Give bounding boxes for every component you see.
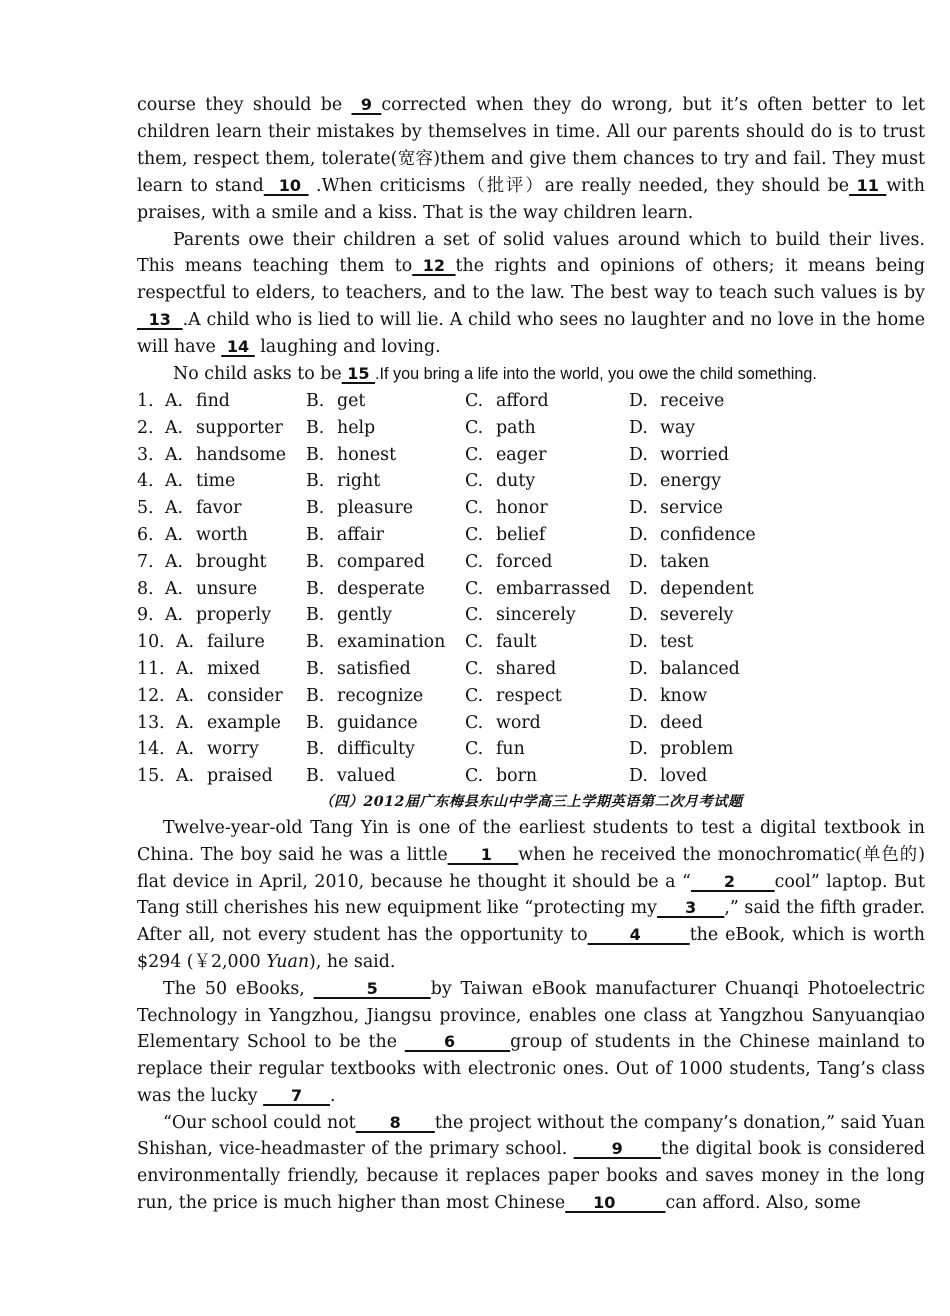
option-c-text: belief — [496, 524, 546, 545]
question-number: 7． — [137, 551, 166, 572]
option-b-text: difficulty — [337, 739, 415, 760]
option-letter: C. — [465, 498, 484, 519]
passage-text: by Taiwan eBook manufacturer Chuanqi Photoelectric Technology in Yangzhou, Jiangsu province, enables one class at Yangzhou Sanyuanqiao Elementary School to be the — [137, 978, 925, 1053]
passage-text: Twelve-year-old Tang Yin is one of the earliest students to test a digital textbook in China. The boy said he was a little — [137, 817, 925, 865]
passage-text: .When criticisms（批评）are really needed, they should be — [308, 175, 850, 196]
option-cell — [306, 683, 465, 710]
option-cell — [465, 602, 629, 629]
option-cell — [176, 736, 306, 763]
option-cell — [306, 415, 465, 442]
option-row — [137, 576, 925, 603]
option-cell — [165, 468, 306, 495]
option-letter: D. — [629, 658, 648, 679]
blank-3: 3 — [657, 898, 725, 918]
option-letter: A. — [165, 417, 184, 438]
option-cell — [137, 522, 165, 549]
option-a-text: find — [196, 390, 230, 411]
option-letter: A. — [165, 605, 184, 626]
option-cell — [137, 388, 165, 415]
option-cell — [465, 629, 629, 656]
option-cell — [176, 683, 306, 710]
option-d-text: confidence — [660, 524, 756, 545]
option-cell — [629, 602, 779, 629]
option-row — [137, 495, 925, 522]
option-cell — [165, 522, 306, 549]
option-b-text: right — [337, 471, 381, 492]
option-cell — [306, 549, 465, 576]
option-cell — [629, 522, 779, 549]
option-cell — [629, 468, 779, 495]
passage-text: .If you bring a life into the world, you owe the child something. — [375, 365, 817, 384]
option-letter: A. — [165, 390, 184, 411]
option-cell — [306, 602, 465, 629]
option-cell — [306, 736, 465, 763]
option-letter: A. — [165, 524, 184, 545]
option-cell — [629, 736, 779, 763]
option-row — [137, 442, 925, 469]
option-cell — [465, 388, 629, 415]
question-number: 9． — [137, 605, 166, 626]
question-number: 5． — [137, 498, 166, 519]
option-d-text: receive — [660, 390, 725, 411]
option-letter: B. — [306, 685, 325, 706]
option-letter: C. — [465, 712, 484, 733]
option-row — [137, 415, 925, 442]
passage-text-italic: Yuan — [266, 951, 310, 972]
blank-8: 8 — [355, 1112, 435, 1132]
option-a-text: brought — [196, 551, 267, 572]
option-letter: C. — [465, 417, 484, 438]
option-letter: D. — [629, 766, 648, 787]
passage-text: ), he said. — [309, 951, 396, 972]
option-a-text: time — [196, 471, 236, 492]
option-letter: B. — [306, 444, 325, 465]
option-letter: B. — [306, 390, 325, 411]
option-c-text: fault — [496, 632, 537, 653]
blank-4: 4 — [587, 925, 690, 945]
option-d-text: know — [660, 685, 708, 706]
option-d-text: taken — [660, 551, 710, 572]
option-letter: B. — [306, 766, 325, 787]
option-c-text: honor — [496, 498, 548, 519]
option-cell — [465, 576, 629, 603]
option-row — [137, 629, 925, 656]
passage-paragraph — [137, 976, 925, 1110]
option-cell — [465, 442, 629, 469]
option-b-text: desperate — [337, 578, 425, 599]
option-b-text: help — [337, 417, 376, 438]
passage-text: .A child who is lied to will lie. A child who sees no laughter and no love in the home will have — [137, 310, 925, 358]
passage-text: the rights and opinions of others; it means being respectful to elders, to teachers, and to the law. The best way to teach such values is by — [137, 256, 926, 304]
option-cell — [629, 495, 779, 522]
option-letter: D. — [629, 578, 648, 599]
option-c-text: embarrassed — [496, 578, 611, 599]
option-letter: C. — [465, 551, 484, 572]
option-letter: A. — [176, 685, 195, 706]
option-cell — [165, 549, 306, 576]
option-cell — [165, 495, 306, 522]
option-b-text: compared — [337, 551, 425, 572]
option-d-text: dependent — [660, 578, 754, 599]
option-letter: A. — [165, 498, 184, 519]
option-cell — [306, 656, 465, 683]
question-number: 6． — [137, 524, 166, 545]
option-cell — [306, 522, 465, 549]
option-letter: D. — [629, 471, 648, 492]
option-cell — [306, 576, 465, 603]
question-number: 15． — [137, 766, 177, 787]
option-row — [137, 763, 925, 790]
option-letter: B. — [306, 498, 325, 519]
option-cell — [137, 602, 165, 629]
blank-10: 10 — [565, 1193, 666, 1213]
question-number: 1． — [137, 390, 166, 411]
option-cell — [465, 495, 629, 522]
option-cell — [176, 629, 306, 656]
option-letter: D. — [629, 444, 648, 465]
option-letter: D. — [629, 551, 648, 572]
option-cell — [165, 576, 306, 603]
option-cell — [306, 710, 465, 737]
option-letter: C. — [465, 658, 484, 679]
option-cell — [629, 415, 779, 442]
option-cell — [137, 763, 176, 790]
option-d-text: way — [660, 417, 696, 438]
option-d-text: severely — [660, 605, 734, 626]
option-row — [137, 710, 925, 737]
passage-text: when he received the monochromatic(单色的) flat device in April, 2010, because he thought it should be a “ — [137, 844, 925, 892]
option-letter: C. — [465, 578, 484, 599]
option-cell — [137, 576, 165, 603]
option-cell — [165, 415, 306, 442]
option-letter: B. — [306, 632, 325, 653]
exam-page — [137, 92, 925, 1217]
option-letter: B. — [306, 524, 325, 545]
passage-text: the digital book is considered environmentally friendly, because it replaces paper books and saves money in the long run, the price is much higher than most Chinese — [137, 1139, 925, 1214]
option-a-text: example — [207, 712, 281, 733]
option-cell — [306, 442, 465, 469]
option-letter: A. — [176, 658, 195, 679]
option-row — [137, 522, 925, 549]
option-letter: A. — [176, 739, 195, 760]
passage-text: course they should be — [137, 95, 352, 115]
option-letter: C. — [465, 390, 484, 411]
option-cell — [629, 442, 779, 469]
option-cell — [629, 549, 779, 576]
option-letter: C. — [465, 524, 484, 545]
blank-13: 13 — [137, 310, 183, 330]
option-letter: B. — [306, 739, 325, 760]
option-b-text: affair — [337, 524, 384, 545]
passage-paragraph — [137, 227, 925, 362]
option-letter: D. — [629, 390, 648, 411]
option-row — [137, 388, 925, 415]
option-letter: B. — [306, 658, 325, 679]
option-row — [137, 468, 925, 495]
option-a-text: favor — [196, 498, 242, 519]
blank-9: 9 — [573, 1139, 661, 1159]
option-b-text: pleasure — [337, 498, 414, 519]
question-number: 14． — [137, 739, 177, 760]
option-cell — [465, 710, 629, 737]
option-letter: D. — [629, 739, 648, 760]
option-d-text: energy — [660, 471, 722, 492]
option-letter: C. — [465, 766, 484, 787]
option-cell — [465, 683, 629, 710]
passage-text: Parents owe their children a set of solid values around which to build their lives. This means teaching them to — [137, 229, 925, 277]
option-a-text: properly — [196, 605, 272, 626]
option-letter: A. — [176, 632, 195, 653]
option-cell — [165, 442, 306, 469]
passage-paragraph — [137, 361, 925, 388]
passage-text: “Our school could not — [163, 1112, 356, 1133]
option-cell — [306, 629, 465, 656]
option-letter: A. — [165, 444, 184, 465]
passage-text: The 50 eBooks, — [163, 978, 314, 999]
option-letter: D. — [629, 712, 648, 733]
blank-14: 14 — [221, 337, 255, 357]
option-cell — [137, 415, 165, 442]
option-d-text: service — [660, 498, 723, 519]
option-letter: A. — [165, 578, 184, 599]
option-d-text: problem — [660, 739, 734, 760]
option-letter: A. — [165, 471, 184, 492]
option-cell — [306, 763, 465, 790]
option-d-text: loved — [660, 766, 708, 787]
blank-9: 9 — [351, 95, 382, 114]
option-b-text: honest — [337, 444, 397, 465]
option-c-text: path — [496, 417, 536, 438]
option-letter: A. — [176, 766, 195, 787]
option-cell — [176, 710, 306, 737]
option-a-text: handsome — [196, 444, 287, 465]
option-b-text: get — [337, 390, 366, 411]
option-a-text: failure — [207, 632, 265, 653]
option-letter: B. — [306, 417, 325, 438]
option-letter: B. — [306, 471, 325, 492]
option-cell — [137, 495, 165, 522]
option-cell — [306, 468, 465, 495]
option-a-text: unsure — [196, 578, 258, 599]
question-number: 8． — [137, 578, 166, 599]
option-letter: B. — [306, 551, 325, 572]
passage-text: can afford. Also, some — [665, 1193, 861, 1214]
option-cell — [629, 629, 779, 656]
section-title: （四）2012届广东梅县东山中学高三上学期英语第二次月考试题 — [319, 793, 743, 810]
passage-text: group of students in the Chinese mainland to replace their regular textbooks with electronic ones. Out of 1000 students, Tang’s class was the lucky — [137, 1032, 925, 1106]
question-number: 2． — [137, 417, 166, 438]
question-number: 4． — [137, 471, 166, 492]
option-a-text: worth — [196, 524, 248, 545]
option-cell — [629, 656, 779, 683]
option-c-text: word — [496, 712, 541, 733]
option-b-text: valued — [337, 766, 396, 787]
option-letter: B. — [306, 712, 325, 733]
option-row — [137, 549, 925, 576]
passage-text: cool” laptop. But Tang still cherishes his new equipment like “protecting my — [137, 871, 925, 919]
option-d-text: deed — [660, 712, 703, 733]
blank-7: 7 — [263, 1085, 330, 1105]
passage-text: . — [329, 1085, 336, 1106]
option-letter: D. — [629, 524, 648, 545]
question-number: 12． — [137, 685, 177, 706]
option-letter: C. — [465, 685, 484, 706]
option-a-text: supporter — [196, 417, 283, 438]
blank-12: 12 — [412, 256, 456, 276]
passage-paragraph — [137, 1110, 925, 1217]
option-cell — [629, 576, 779, 603]
option-d-text: test — [660, 632, 694, 653]
question-number: 11． — [137, 658, 177, 679]
option-letter: C. — [465, 739, 484, 760]
option-cell — [465, 468, 629, 495]
passage-text: the project without the company’s donation,” said Yuan Shishan, vice-headmaster of the primary school. — [137, 1112, 925, 1160]
option-cell — [137, 442, 165, 469]
option-c-text: respect — [496, 685, 562, 706]
option-a-text: mixed — [207, 658, 261, 679]
passage-paragraph — [137, 92, 925, 227]
blank-6: 6 — [404, 1032, 511, 1052]
question-number: 13． — [137, 712, 177, 733]
blank-10: 10 — [263, 175, 309, 195]
option-a-text: consider — [207, 685, 283, 706]
passage-text: laughing and loving. — [254, 337, 441, 358]
option-cell — [137, 736, 176, 763]
option-a-text: praised — [207, 766, 273, 787]
option-row — [137, 656, 925, 683]
option-cell — [176, 656, 306, 683]
option-cell — [137, 549, 165, 576]
option-cell — [465, 656, 629, 683]
question-number: 3． — [137, 444, 166, 465]
option-cell — [137, 656, 176, 683]
option-cell — [465, 549, 629, 576]
passage-paragraph — [137, 815, 925, 976]
option-b-text: gently — [337, 605, 392, 626]
option-cell — [629, 388, 779, 415]
option-cell — [306, 388, 465, 415]
option-letter: C. — [465, 605, 484, 626]
option-cell — [465, 415, 629, 442]
option-letter: A. — [176, 712, 195, 733]
passage-text: with praises, with a smile and a kiss. That is the way children learn. — [137, 175, 925, 223]
option-letter: D. — [629, 685, 648, 706]
option-c-text: fun — [496, 739, 525, 760]
option-c-text: afford — [496, 390, 549, 411]
option-cell — [176, 763, 306, 790]
option-letter: D. — [629, 605, 648, 626]
option-cell — [465, 522, 629, 549]
option-c-text: sincerely — [496, 605, 576, 626]
option-b-text: guidance — [337, 712, 418, 733]
option-letter: C. — [465, 632, 484, 653]
option-cell — [137, 683, 176, 710]
option-c-text: duty — [496, 471, 536, 492]
passage-text: ,” said the fifth grader. After all, not every student has the opportunity to — [137, 898, 925, 946]
option-c-text: forced — [496, 551, 553, 572]
blank-5: 5 — [313, 978, 431, 998]
option-b-text: examination — [337, 632, 446, 653]
option-b-text: recognize — [337, 685, 424, 706]
question-number: 10． — [137, 632, 177, 653]
option-c-text: born — [496, 766, 538, 787]
option-c-text: eager — [496, 444, 547, 465]
option-letter: A. — [165, 551, 184, 572]
passage-text: the eBook, which is worth $294 (￥2,000 — [137, 925, 925, 972]
option-d-text: balanced — [660, 658, 740, 679]
option-a-text: worry — [207, 739, 259, 760]
option-cell — [165, 388, 306, 415]
option-cell — [137, 710, 176, 737]
option-cell — [465, 763, 629, 790]
option-letter: D. — [629, 632, 648, 653]
option-row — [137, 602, 925, 629]
option-letter: D. — [629, 417, 648, 438]
option-letter: B. — [306, 578, 325, 599]
option-cell — [629, 710, 779, 737]
blank-11: 11 — [849, 175, 887, 195]
option-cell — [629, 683, 779, 710]
option-cell — [137, 468, 165, 495]
answer-options-table — [137, 388, 925, 790]
passage-text: No child asks to be — [173, 364, 342, 385]
option-letter: C. — [465, 471, 484, 492]
option-row — [137, 736, 925, 763]
option-b-text: satisfied — [337, 658, 411, 679]
option-letter: B. — [306, 605, 325, 626]
blank-15: 15 — [341, 364, 376, 384]
blank-2: 2 — [690, 871, 775, 891]
option-cell — [629, 763, 779, 790]
option-cell — [465, 736, 629, 763]
option-row — [137, 683, 925, 710]
option-d-text: worried — [660, 444, 729, 465]
option-letter: D. — [629, 498, 648, 519]
passage-text: corrected when they do wrong, but it’s often better to let children learn their mistakes by themselves in time. All our parents should do is to trust them, respect them, tolerate(宽容)them and give them chances to try and fail. They must learn to stand — [137, 95, 925, 196]
option-letter: C. — [465, 444, 484, 465]
blank-1: 1 — [447, 844, 519, 864]
option-cell — [306, 495, 465, 522]
option-cell — [165, 602, 306, 629]
option-cell — [137, 629, 176, 656]
option-c-text: shared — [496, 658, 557, 679]
